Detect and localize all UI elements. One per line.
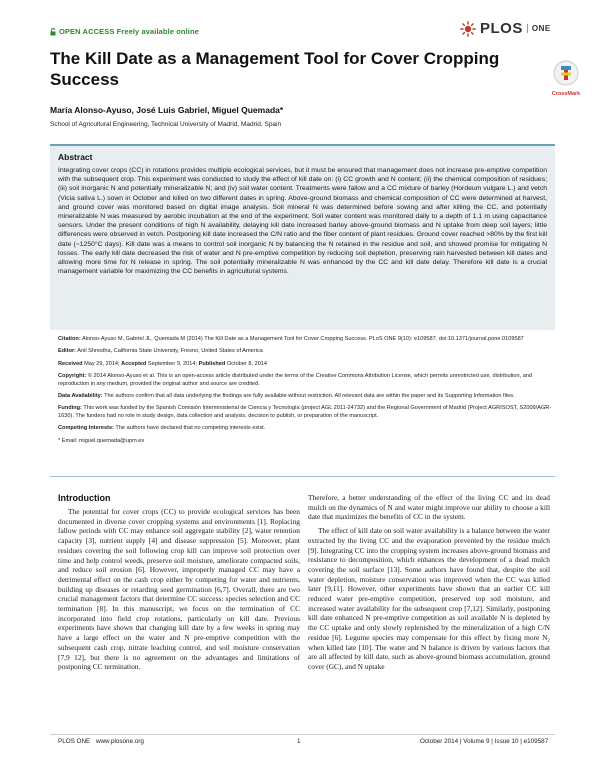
abstract-box	[50, 144, 555, 330]
introduction-heading: Introduction	[58, 493, 111, 503]
editor-label: Editor:	[58, 348, 77, 355]
competing-interests-label: Competing Interests:	[58, 425, 114, 432]
open-access-text: OPEN ACCESS Freely available online	[59, 27, 199, 36]
body-column-right	[308, 493, 550, 672]
citation-label: Citation:	[58, 336, 81, 342]
article-title: The Kill Date as a Management Tool for Cover Cropping Success	[50, 49, 500, 89]
footer-url[interactable]: www.plosone.org	[95, 738, 144, 745]
citation-line	[58, 336, 553, 343]
copyright-text: © 2014 Alonso-Ayuso et al. This is an open-access article distributed under the terms of the Creative Commons Attribution License, which permits unrestricted use, distribution, and reproduction in any medium, provided the original author and source are credited.	[58, 373, 533, 387]
metadata-divider	[50, 476, 555, 477]
abstract-text: Integrating cover crops (CC) in rotations provides multiple ecological services, but it must be ensured that management does not increase pre-emptive competition with the subsequent crop. This experiment was conducted to study the effect of kill date on: (i) CC growth and N content; (ii) the chemical composition of residues; (iii) soil inorganic N and potentially mineralizable N; and (iv) soil water content. Treatments were fallow and a CC mixture of barley (Hordeum vulgare L.) and vetch (Vicia sativa L.) sown in October and killed on two different dates in spring. Above-ground biomass and chemical composition of CC were determined at harvest, and ground cover was monitored based on digital image analysis. Soil mineral N was determined before sowing and after killing the CC, and potentially mineralizable N was measured by aerobic incubation at the end of the experiment. Soil water content was monitored daily to a depth of 1.1 m using capacitance sensors. Under the present conditions of high N availability, delaying kill date increased barley above-ground biomass and N uptake from deep soil layers; little differences were observed in vetch. Postponing kill date increased the C/N ratio and the fiber content of plant residues. Ground cover reached >80% by the first kill date (~1250°C days). Kill date was a means to control soil inorganic N by balancing the N retained in the residue and soil, and showed promise for mitigating N losses. The early kill date decreased the risk of water and N pre-emptive competition by reducing soil depletion, preserving rain harvested between kill dates and allowing more time for N release in spring. The soil potentially mineralizable N was enhanced by the CC and kill date delay. Therefore kill date is a crucial management variable for maximizing the CC benefits in agricultural systems.	[58, 167, 547, 276]
editor-line	[58, 348, 553, 355]
plos-sun-icon	[460, 21, 476, 37]
funding-text: This work was funded by the Spanish Comisión Interministerial de Ciencia y Tecnología (project AGL 2011-24732) and the Regional Government of Madrid (Project AGRISOST, S2009/AGR-1630). The funders had no role in study design, data collection and analysis, decision to publish, or preparation of the manuscript.	[58, 405, 552, 419]
body-paragraph: The effect of kill date on soil water availability is a balance between the water extracted by the living CC and the evaporation prevented by the residue mulch [9]. Integrating CC into the cropping system increases above-ground biomass and resistance to decomposition, which enhances the development of a dead mulch covering the soil surface [13]. Some authors have found that, despite the soil water depletion, moisture conservation was improved when the CC was killed later [9,11]. However, other experiments have shown that an earlier CC kill reduced water pre-emptive competition, preserved top soil moisture, and increased water availability for the subsequent crop [7,12]. Similarly, postponing kill date enhanced N pre-emptive competition as soil available N is depleted by the CC uptake and only slowly replenished by the mineralization of a high C/N residue [6]. Legume species may compensate for this effect by fixing more N₂ when killed late [10]. The water and N balance is driven by various factors that are all affected by kill date, such as above-ground biomass accumulation, ground cover (GC), and N uptake	[308, 526, 550, 671]
affiliation: School of Agricultural Engineering, Technical University of Madrid, Madrid, Spain	[50, 121, 282, 128]
funding-line	[58, 405, 553, 420]
article-metadata	[58, 336, 553, 450]
footer-issue: October 2014 | Volume 9 | Issue 10 | e109587	[420, 738, 549, 745]
footer-journal	[58, 738, 144, 745]
citation-text: Alonso-Ayuso M, Gabriel JL, Quemada M (2014) The Kill Date as a Management Tool for Cover Cropping Success. PLoS ONE 9(10): e109587. doi:10.1371/journal.pone.0109587	[81, 336, 524, 342]
copyright-line	[58, 373, 553, 388]
data-availability-line	[58, 393, 553, 400]
journal-logo-sub: ONE	[527, 24, 551, 33]
funding-label: Funding:	[58, 405, 82, 412]
crossmark-label: CrossMark	[551, 91, 581, 97]
email-line[interactable]: * Email: miguel.quemada@upm.es	[58, 437, 145, 444]
footer-divider	[50, 734, 555, 735]
journal-logo	[460, 20, 551, 37]
competing-interests-line	[58, 425, 553, 432]
crossmark-icon	[553, 60, 579, 86]
editor-text: Anil Shrestha, California State University, Fresno, United States of America	[77, 348, 263, 355]
crossmark-badge[interactable]	[546, 60, 586, 97]
author-list: María Alonso-Ayuso, José Luis Gabriel, Miguel Quemada*	[50, 105, 284, 115]
body-paragraph: The potential for cover crops (CC) to provide ecological services has been documented in diverse cover cropping systems and environments [1]. Replacing fallow periods with CC may enhance soil aggregate stability [2], water retention capacity [3], nutrient supply [4] and disease suppression [5]. Moreover, plant residues covering the soil following crop kill can improve soil protection over time and help control weeds, preserve soil moisture, ameliorate compacted soils, and reduce soil erosion [6]. However, improperly managed CC may have a detrimental effect on the cash crop either by competing for water and nutrients, building up diseases or retarding seed germination [6,7]. Overall, there are two crucial management factors that determine CC success: species selection and CC termination [8]. In this manuscript, we focus on the termination of CC incorporated into field crop rotations, particularly on kill date. Previous experiments have shown that changing kill date by a few weeks in spring may have a large effect on the water and N pre-emptive competition with the subsequent cash crop, nitrate leaching control, and soil moisture conservation [7,9 12], but there is no agreement on the advantages and limitations of postponing CC termination.	[58, 507, 300, 672]
competing-interests-text: The authors have declared that no competing interests exist.	[115, 425, 266, 432]
open-access-banner	[50, 27, 199, 36]
body-paragraph: Therefore, a better understanding of the effect of the living CC and its dead mulch on the dynamics of N and water might improve our ability to choose a kill date that maximizes the benefits of CC in the system.	[308, 493, 550, 522]
received-label: Received	[58, 360, 83, 367]
footer-journal-name: PLOS ONE	[58, 738, 91, 745]
accepted-label: Accepted	[121, 360, 147, 367]
dates-line	[58, 361, 553, 368]
abstract-heading: Abstract	[58, 152, 93, 162]
body-column-left	[58, 507, 300, 672]
data-availability-label: Data Availability:	[58, 393, 103, 400]
data-availability-text: The authors confirm that all data underlying the findings are fully available without restriction. All relevant data are within the paper and its Supporting Information files.	[104, 393, 515, 400]
accepted-date: September 9, 2014;	[147, 360, 198, 367]
journal-logo-text: PLOS	[480, 20, 523, 37]
open-access-lock-icon	[50, 28, 56, 36]
published-date: October 8, 2014	[226, 360, 268, 367]
copyright-label: Copyright:	[58, 373, 87, 380]
published-label: Published	[198, 360, 226, 367]
received-date: May 29, 2014;	[84, 360, 120, 367]
page-number: 1	[297, 738, 301, 745]
